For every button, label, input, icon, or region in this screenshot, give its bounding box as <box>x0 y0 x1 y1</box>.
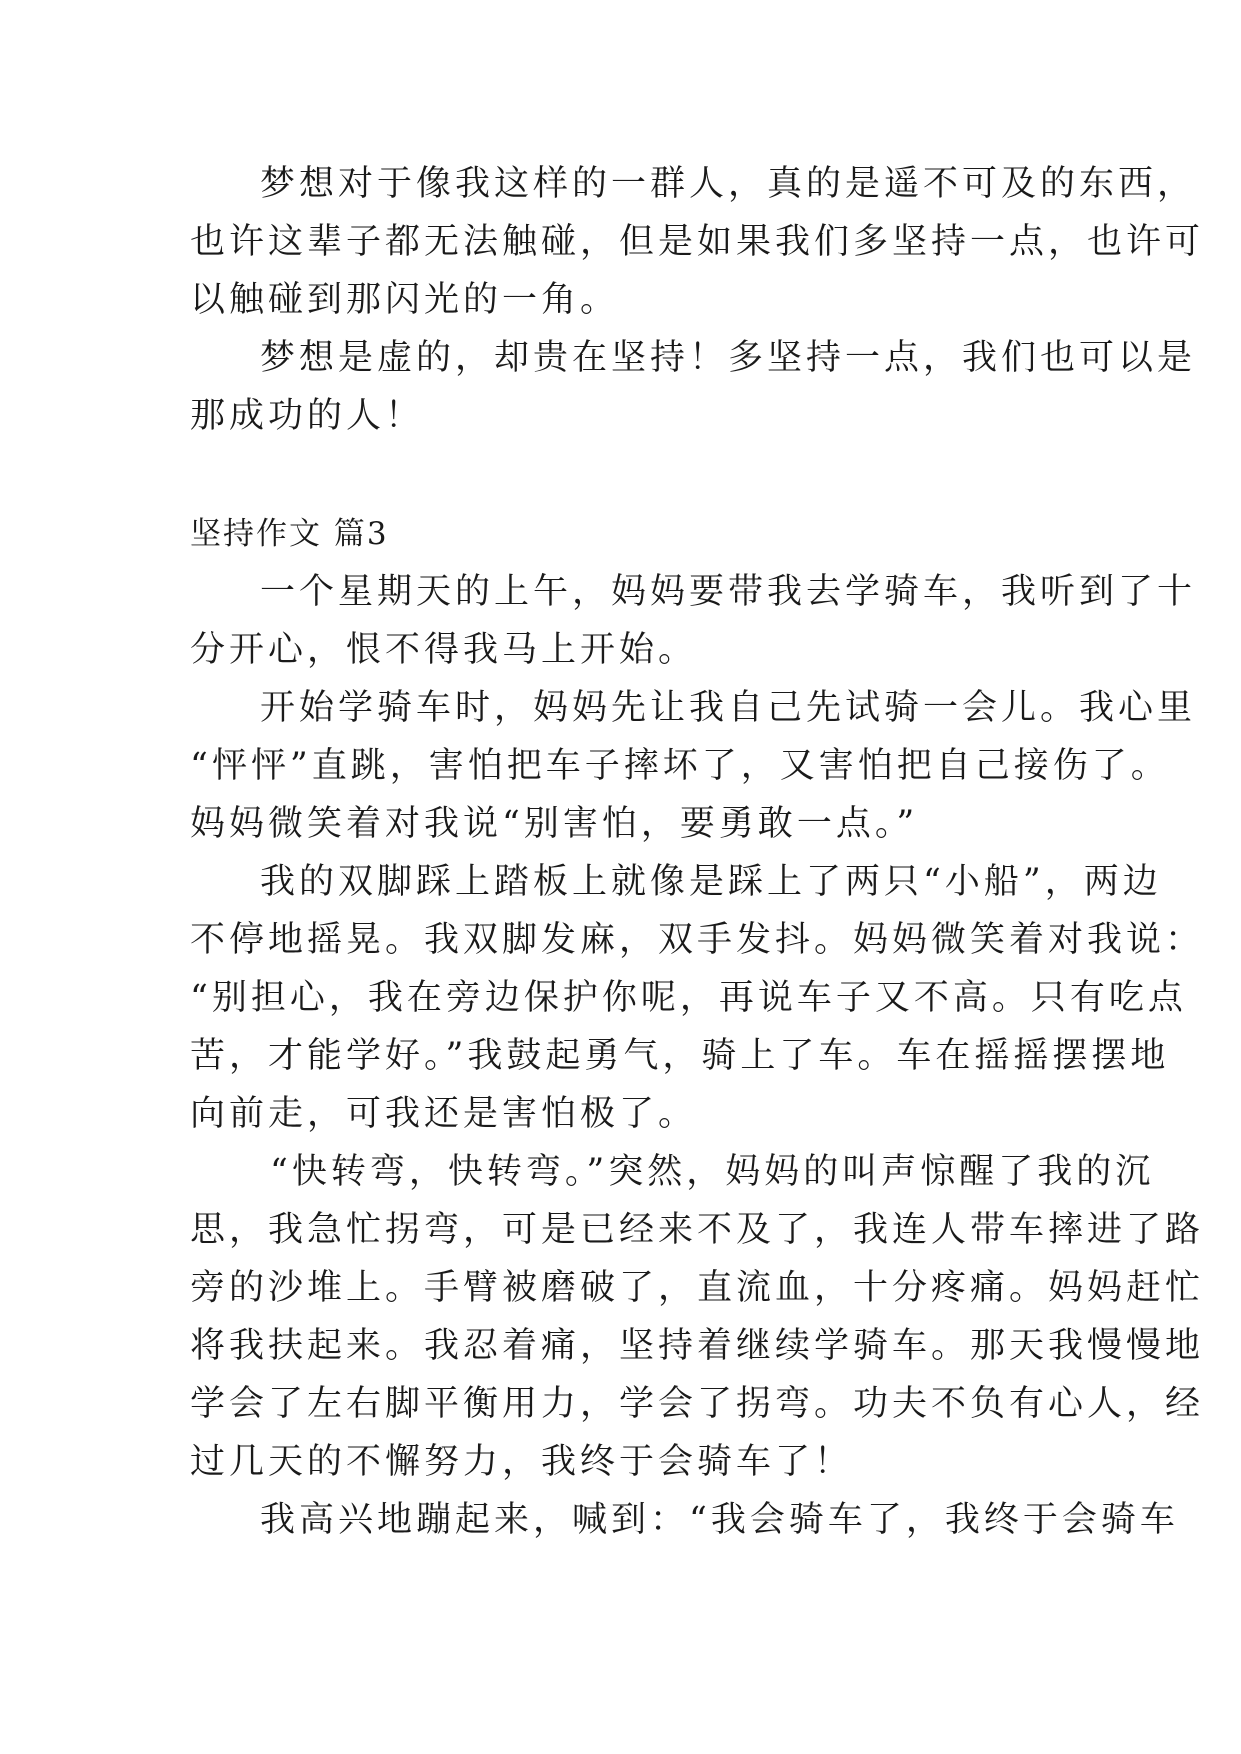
text-line: “别担心，我在旁边保护你呢，再说车子又不高。只有吃点 <box>190 978 1187 1018</box>
text-line: 也许这辈子都无法触碰，但是如果我们多坚持一点，也许可 <box>190 222 1205 262</box>
text-line: 一个星期天的上午，妈妈要带我去学骑车，我听到了十 <box>260 572 1197 612</box>
text-line: 学会了左右脚平衡用力，学会了拐弯。功夫不负有心人，经 <box>190 1384 1205 1424</box>
text-line: 不停地摇晃。我双脚发麻，双手发抖。妈妈微笑着对我说： <box>190 920 1205 960</box>
text-line: 将我扶起来。我忍着痛，坚持着继续学骑车。那天我慢慢地 <box>190 1326 1205 1366</box>
text-line: 妈妈微笑着对我说“别害怕，要勇敢一点。” <box>190 804 919 844</box>
text-line: 我高兴地蹦起来，喊到：“我会骑车了，我终于会骑车 <box>260 1500 1179 1540</box>
text-line: 分开心，恨不得我马上开始。 <box>190 630 698 670</box>
text-line: 旁的沙堆上。手臂被磨破了，直流血，十分疼痛。妈妈赶忙 <box>190 1268 1205 1308</box>
paragraph <box>190 1491 1179 1549</box>
section-heading: 坚持作文 篇3 <box>190 516 389 552</box>
paragraph <box>190 1143 1205 1491</box>
paragraph <box>190 679 1197 853</box>
paragraph <box>190 853 1205 1143</box>
text-line: 我的双脚踩上踏板上就像是踩上了两只“小船”，两边 <box>260 862 1162 902</box>
text-line: 思，我急忙拐弯，可是已经来不及了，我连人带车摔进了路 <box>190 1210 1205 1250</box>
paragraph <box>190 329 1197 445</box>
spacer <box>190 445 1052 505</box>
text-line: 开始学骑车时，妈妈先让我自己先试骑一会儿。我心里 <box>260 688 1197 728</box>
text-line: 梦想对于像我这样的一群人，真的是遥不可及的东西， <box>260 164 1197 204</box>
text-line: “快转弯，快转弯。”突然，妈妈的叫声惊醒了我的沉 <box>270 1152 1155 1192</box>
paragraph <box>190 155 1205 329</box>
text-line: 苦，才能学好。”我鼓起勇气，骑上了车。车在摇摇摆摆地 <box>190 1036 1170 1076</box>
text-line: 那成功的人！ <box>190 396 425 436</box>
text-line: “怦怦”直跳，害怕把车子摔坏了，又害怕把自己接伤了。 <box>190 746 1170 786</box>
text-line: 过几天的不懈努力，我终于会骑车了！ <box>190 1442 854 1482</box>
text-line: 以触碰到那闪光的一角。 <box>190 280 620 320</box>
paragraph <box>190 563 1197 679</box>
text-line: 向前走，可我还是害怕极了。 <box>190 1094 698 1134</box>
text-line: 梦想是虚的，却贵在坚持！多坚持一点，我们也可以是 <box>260 338 1197 378</box>
document-page <box>190 155 1205 1549</box>
